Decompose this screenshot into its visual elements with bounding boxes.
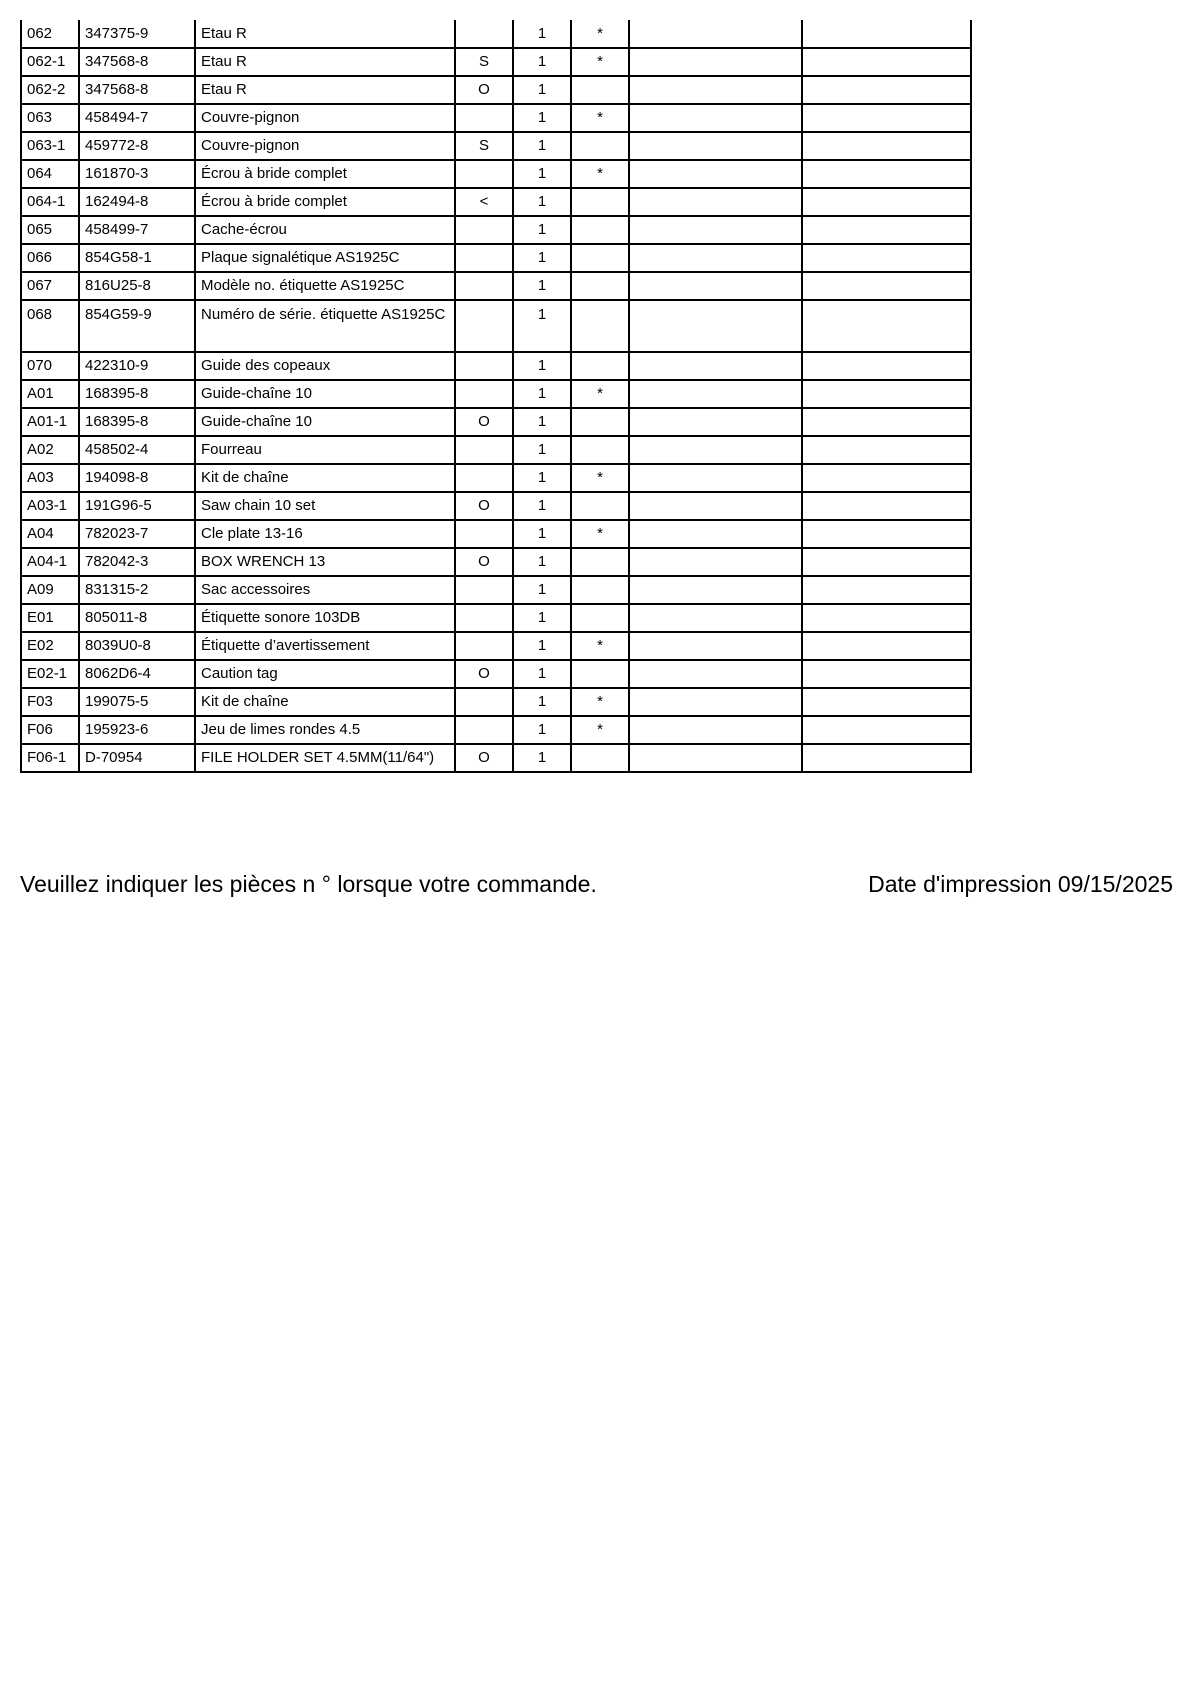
empty-cell-7	[629, 132, 802, 160]
code-cell	[455, 104, 513, 132]
item-number-cell: A04-1	[21, 548, 79, 576]
empty-cell-8	[802, 464, 971, 492]
item-number-cell: 064	[21, 160, 79, 188]
table-row	[21, 272, 971, 300]
table-row	[21, 492, 971, 520]
part-number-cell: 805011-8	[79, 604, 195, 632]
table-row	[21, 604, 971, 632]
empty-cell-8	[802, 744, 971, 772]
part-number-cell: 816U25-8	[79, 272, 195, 300]
description-cell: Plaque signalétique AS1925C	[195, 244, 455, 272]
item-number-cell: 063-1	[21, 132, 79, 160]
code-cell	[455, 632, 513, 660]
code-cell: O	[455, 408, 513, 436]
empty-cell-7	[629, 188, 802, 216]
description-cell: Cache-écrou	[195, 216, 455, 244]
part-number-cell: 459772-8	[79, 132, 195, 160]
item-number-cell: 062	[21, 20, 79, 48]
quantity-cell: 1	[513, 132, 571, 160]
empty-cell-7	[629, 76, 802, 104]
part-number-cell: 195923-6	[79, 716, 195, 744]
empty-cell-8	[802, 688, 971, 716]
quantity-cell: 1	[513, 76, 571, 104]
quantity-cell: 1	[513, 576, 571, 604]
empty-cell-7	[629, 632, 802, 660]
mark-cell	[571, 352, 629, 380]
empty-cell-8	[802, 520, 971, 548]
part-number-cell: 347568-8	[79, 76, 195, 104]
empty-cell-8	[802, 272, 971, 300]
empty-cell-7	[629, 48, 802, 76]
code-cell	[455, 436, 513, 464]
empty-cell-7	[629, 716, 802, 744]
table-row	[21, 300, 971, 352]
mark-cell: *	[571, 104, 629, 132]
table-row	[21, 188, 971, 216]
mark-cell: *	[571, 160, 629, 188]
part-number-cell: 458494-7	[79, 104, 195, 132]
table-row	[21, 520, 971, 548]
item-number-cell: A09	[21, 576, 79, 604]
empty-cell-7	[629, 604, 802, 632]
description-cell: Écrou à bride complet	[195, 160, 455, 188]
empty-cell-7	[629, 300, 802, 352]
description-cell: Cle plate 13-16	[195, 520, 455, 548]
item-number-cell: A03-1	[21, 492, 79, 520]
part-number-cell: 161870-3	[79, 160, 195, 188]
description-cell: Etau R	[195, 76, 455, 104]
part-number-cell: 168395-8	[79, 380, 195, 408]
item-number-cell: 070	[21, 352, 79, 380]
mark-cell	[571, 132, 629, 160]
empty-cell-8	[802, 548, 971, 576]
part-number-cell: 8039U0-8	[79, 632, 195, 660]
quantity-cell: 1	[513, 660, 571, 688]
item-number-cell: A01	[21, 380, 79, 408]
table-row	[21, 48, 971, 76]
description-cell: Caution tag	[195, 660, 455, 688]
quantity-cell: 1	[513, 604, 571, 632]
code-cell	[455, 576, 513, 604]
mark-cell: *	[571, 464, 629, 492]
item-number-cell: A03	[21, 464, 79, 492]
mark-cell	[571, 408, 629, 436]
code-cell	[455, 272, 513, 300]
quantity-cell: 1	[513, 408, 571, 436]
quantity-cell: 1	[513, 380, 571, 408]
code-cell: <	[455, 188, 513, 216]
item-number-cell: 063	[21, 104, 79, 132]
mark-cell: *	[571, 716, 629, 744]
item-number-cell: E01	[21, 604, 79, 632]
empty-cell-8	[802, 716, 971, 744]
table-row	[21, 352, 971, 380]
empty-cell-8	[802, 20, 971, 48]
mark-cell: *	[571, 632, 629, 660]
quantity-cell: 1	[513, 492, 571, 520]
item-number-cell: E02	[21, 632, 79, 660]
part-number-cell: 854G58-1	[79, 244, 195, 272]
empty-cell-7	[629, 244, 802, 272]
description-cell: Jeu de limes rondes 4.5	[195, 716, 455, 744]
code-cell: O	[455, 660, 513, 688]
table-row	[21, 216, 971, 244]
quantity-cell: 1	[513, 688, 571, 716]
quantity-cell: 1	[513, 744, 571, 772]
code-cell: S	[455, 48, 513, 76]
empty-cell-7	[629, 520, 802, 548]
part-number-cell: 162494-8	[79, 188, 195, 216]
empty-cell-7	[629, 160, 802, 188]
item-number-cell: E02-1	[21, 660, 79, 688]
item-number-cell: F06	[21, 716, 79, 744]
mark-cell	[571, 548, 629, 576]
empty-cell-7	[629, 20, 802, 48]
description-cell: Couvre-pignon	[195, 132, 455, 160]
mark-cell	[571, 216, 629, 244]
mark-cell	[571, 576, 629, 604]
empty-cell-7	[629, 660, 802, 688]
mark-cell	[571, 604, 629, 632]
part-number-cell: 347375-9	[79, 20, 195, 48]
item-number-cell: 064-1	[21, 188, 79, 216]
part-number-cell: D-70954	[79, 744, 195, 772]
code-cell	[455, 300, 513, 352]
code-cell: O	[455, 492, 513, 520]
code-cell	[455, 244, 513, 272]
code-cell	[455, 604, 513, 632]
item-number-cell: 065	[21, 216, 79, 244]
empty-cell-7	[629, 104, 802, 132]
empty-cell-8	[802, 380, 971, 408]
mark-cell	[571, 492, 629, 520]
empty-cell-7	[629, 272, 802, 300]
print-date: Date d'impression 09/15/2025	[868, 871, 1173, 897]
table-row	[21, 716, 971, 744]
mark-cell: *	[571, 20, 629, 48]
quantity-cell: 1	[513, 160, 571, 188]
mark-cell	[571, 272, 629, 300]
description-cell: Guide-chaîne 10	[195, 380, 455, 408]
code-cell	[455, 20, 513, 48]
empty-cell-8	[802, 660, 971, 688]
part-number-cell: 168395-8	[79, 408, 195, 436]
quantity-cell: 1	[513, 520, 571, 548]
mark-cell	[571, 744, 629, 772]
empty-cell-7	[629, 548, 802, 576]
part-number-cell: 422310-9	[79, 352, 195, 380]
empty-cell-7	[629, 576, 802, 604]
empty-cell-7	[629, 380, 802, 408]
part-number-cell: 199075-5	[79, 688, 195, 716]
mark-cell	[571, 436, 629, 464]
code-cell	[455, 160, 513, 188]
item-number-cell: 068	[21, 300, 79, 352]
empty-cell-7	[629, 744, 802, 772]
table-row	[21, 104, 971, 132]
description-cell: Kit de chaîne	[195, 464, 455, 492]
empty-cell-8	[802, 408, 971, 436]
empty-cell-8	[802, 492, 971, 520]
empty-cell-7	[629, 436, 802, 464]
empty-cell-8	[802, 436, 971, 464]
part-number-cell: 782042-3	[79, 548, 195, 576]
empty-cell-8	[802, 132, 971, 160]
description-cell: Modèle no. étiquette AS1925C	[195, 272, 455, 300]
part-number-cell: 347568-8	[79, 48, 195, 76]
description-cell: Sac accessoires	[195, 576, 455, 604]
quantity-cell: 1	[513, 464, 571, 492]
empty-cell-8	[802, 352, 971, 380]
empty-cell-8	[802, 160, 971, 188]
empty-cell-7	[629, 492, 802, 520]
table-row	[21, 20, 971, 48]
quantity-cell: 1	[513, 216, 571, 244]
mark-cell	[571, 300, 629, 352]
quantity-cell: 1	[513, 188, 571, 216]
mark-cell: *	[571, 48, 629, 76]
quantity-cell: 1	[513, 104, 571, 132]
part-number-cell: 458502-4	[79, 436, 195, 464]
description-cell: FILE HOLDER SET 4.5MM(11/64")	[195, 744, 455, 772]
table-row	[21, 688, 971, 716]
table-row	[21, 76, 971, 104]
empty-cell-8	[802, 104, 971, 132]
table-row	[21, 436, 971, 464]
empty-cell-8	[802, 216, 971, 244]
table-row	[21, 744, 971, 772]
description-cell: Guide-chaîne 10	[195, 408, 455, 436]
code-cell: O	[455, 744, 513, 772]
item-number-cell: F03	[21, 688, 79, 716]
mark-cell: *	[571, 520, 629, 548]
part-number-cell: 194098-8	[79, 464, 195, 492]
description-cell: Couvre-pignon	[195, 104, 455, 132]
part-number-cell: 191G96-5	[79, 492, 195, 520]
code-cell: O	[455, 548, 513, 576]
empty-cell-8	[802, 188, 971, 216]
code-cell	[455, 216, 513, 244]
table-row	[21, 380, 971, 408]
empty-cell-7	[629, 464, 802, 492]
code-cell	[455, 520, 513, 548]
quantity-cell: 1	[513, 632, 571, 660]
table-row	[21, 160, 971, 188]
code-cell: O	[455, 76, 513, 104]
description-cell: Etau R	[195, 48, 455, 76]
item-number-cell: A02	[21, 436, 79, 464]
description-cell: Numéro de série. étiquette AS1925C	[195, 300, 455, 352]
description-cell: Etau R	[195, 20, 455, 48]
description-cell: Guide des copeaux	[195, 352, 455, 380]
code-cell	[455, 464, 513, 492]
table-row	[21, 132, 971, 160]
parts-table-body	[21, 20, 971, 772]
item-number-cell: 062-1	[21, 48, 79, 76]
quantity-cell: 1	[513, 352, 571, 380]
item-number-cell: 062-2	[21, 76, 79, 104]
description-cell: Étiquette sonore 103DB	[195, 604, 455, 632]
item-number-cell: 066	[21, 244, 79, 272]
part-number-cell: 854G59-9	[79, 300, 195, 352]
part-number-cell: 8062D6-4	[79, 660, 195, 688]
mark-cell: *	[571, 380, 629, 408]
description-cell: Étiquette d’avertissement	[195, 632, 455, 660]
empty-cell-7	[629, 216, 802, 244]
table-row	[21, 244, 971, 272]
quantity-cell: 1	[513, 244, 571, 272]
table-row	[21, 660, 971, 688]
empty-cell-8	[802, 300, 971, 352]
part-number-cell: 458499-7	[79, 216, 195, 244]
item-number-cell: F06-1	[21, 744, 79, 772]
description-cell: Saw chain 10 set	[195, 492, 455, 520]
item-number-cell: A04	[21, 520, 79, 548]
order-note: Veuillez indiquer les pièces n ° lorsque votre commande.	[20, 871, 597, 897]
empty-cell-7	[629, 408, 802, 436]
mark-cell	[571, 188, 629, 216]
description-cell: BOX WRENCH 13	[195, 548, 455, 576]
quantity-cell: 1	[513, 20, 571, 48]
description-cell: Kit de chaîne	[195, 688, 455, 716]
empty-cell-8	[802, 632, 971, 660]
quantity-cell: 1	[513, 300, 571, 352]
quantity-cell: 1	[513, 436, 571, 464]
table-row	[21, 464, 971, 492]
code-cell: S	[455, 132, 513, 160]
mark-cell: *	[571, 688, 629, 716]
description-cell: Fourreau	[195, 436, 455, 464]
part-number-cell: 782023-7	[79, 520, 195, 548]
empty-cell-8	[802, 48, 971, 76]
item-number-cell: 067	[21, 272, 79, 300]
mark-cell	[571, 244, 629, 272]
code-cell	[455, 688, 513, 716]
table-row	[21, 576, 971, 604]
description-cell: Écrou à bride complet	[195, 188, 455, 216]
quantity-cell: 1	[513, 548, 571, 576]
code-cell	[455, 380, 513, 408]
empty-cell-8	[802, 244, 971, 272]
empty-cell-8	[802, 76, 971, 104]
mark-cell	[571, 76, 629, 104]
mark-cell	[571, 660, 629, 688]
quantity-cell: 1	[513, 272, 571, 300]
parts-table	[20, 20, 972, 773]
table-row	[21, 408, 971, 436]
empty-cell-8	[802, 576, 971, 604]
quantity-cell: 1	[513, 716, 571, 744]
table-row	[21, 548, 971, 576]
code-cell	[455, 716, 513, 744]
part-number-cell: 831315-2	[79, 576, 195, 604]
code-cell	[455, 352, 513, 380]
table-row	[21, 632, 971, 660]
empty-cell-8	[802, 604, 971, 632]
item-number-cell: A01-1	[21, 408, 79, 436]
quantity-cell: 1	[513, 48, 571, 76]
empty-cell-7	[629, 352, 802, 380]
empty-cell-7	[629, 688, 802, 716]
